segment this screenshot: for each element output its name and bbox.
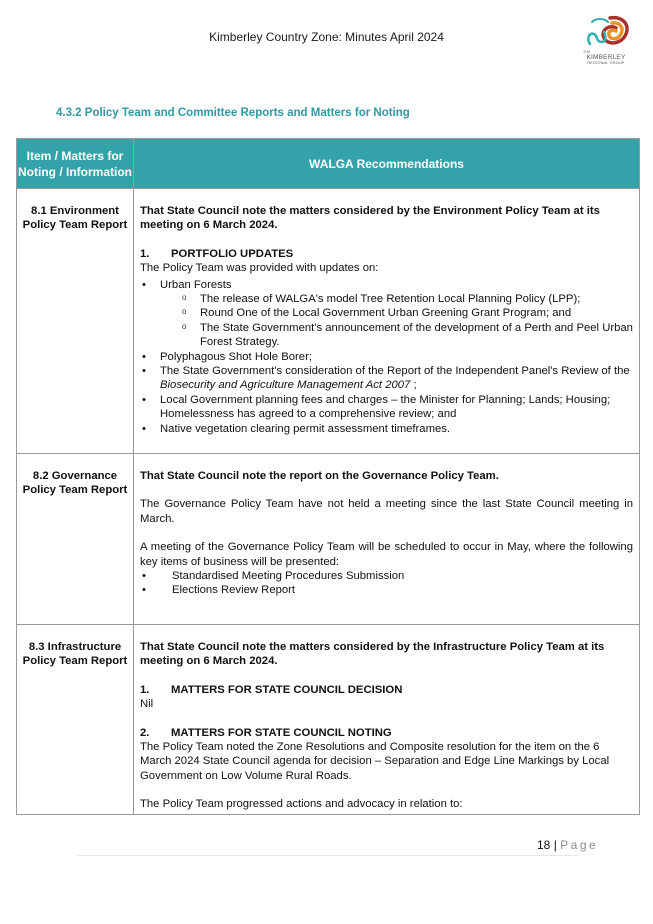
paragraph: The Policy Team progressed actions and advocacy in relation to: bbox=[140, 798, 463, 811]
item-cell: 8.1 Environment Policy Team Report bbox=[17, 189, 134, 454]
recommendation-cell bbox=[134, 625, 640, 815]
paragraph: Nil bbox=[140, 698, 154, 711]
paragraph: The Policy Team was provided with updates on: bbox=[140, 262, 379, 275]
item-cell: 8.3 Infrastructure Policy Team Report bbox=[17, 625, 134, 815]
table-row bbox=[17, 189, 640, 454]
list-item: o The release of WALGA's model Tree Retention Local Planning Policy (LPP); bbox=[160, 292, 633, 306]
table-header-row bbox=[17, 139, 640, 189]
page-separator: | bbox=[553, 838, 557, 852]
act-title: Biosecurity and Agriculture Management Act 2007 bbox=[160, 379, 411, 392]
column-header-recommendations: WALGA Recommendations bbox=[134, 139, 640, 189]
table-row bbox=[17, 625, 640, 815]
paragraph: The Policy Team noted the Zone Resolutions and Composite resolution for the item on the 6 March 2024 State Council agenda for decision – Separation and Edge Line Markings by Local Government on Low Volume Rural Roads. bbox=[140, 741, 610, 782]
recommendation-text: That State Council note the report on the Governance Policy Team. bbox=[140, 470, 499, 482]
list-item: • Local Government planning fees and charges – the Minister for Planning; Lands; Housing; Homelessness has agreed to a comprehensive review; and bbox=[140, 393, 633, 422]
list-item: o Round One of the Local Government Urban Greening Grant Program; and bbox=[160, 306, 633, 320]
page-number-value: 18 bbox=[537, 838, 551, 852]
recommendation-text: That State Council note the matters considered by the Environment Policy Team at its meeting on 6 March 2024. bbox=[140, 205, 600, 232]
list-item: • Standardised Meeting Procedures Submission bbox=[140, 569, 633, 583]
bullet-list bbox=[140, 569, 633, 598]
logo-swirl-icon bbox=[580, 14, 632, 50]
sub-bullet-list bbox=[160, 292, 633, 350]
list-item: • Elections Review Report bbox=[140, 583, 633, 597]
logo-name: KIMBERLEY bbox=[586, 54, 626, 61]
item-cell: 8.2 Governance Policy Team Report bbox=[17, 454, 134, 625]
column-header-item: Item / Matters for Noting / Information bbox=[17, 139, 134, 189]
logo-subtitle: REGIONAL GROUP bbox=[587, 61, 625, 65]
page-label: Page bbox=[560, 838, 599, 852]
list-item: • The State Government's consideration of the Report of the Independent Panel's Review of the Biosecurity and Agriculture Management Act 2007 ; bbox=[140, 364, 633, 393]
list-item: o The State Government's announcement of the development of a Perth and Peel Urban Forest Strategy. bbox=[160, 321, 633, 350]
bullet-list bbox=[140, 278, 633, 436]
paragraph: A meeting of the Governance Policy Team will be scheduled to occur in May, where the following key items of business will be presented: bbox=[140, 541, 633, 568]
numbered-heading: 2. MATTERS FOR STATE COUNCIL NOTING bbox=[140, 726, 392, 739]
list-item: • Urban Forests o The release of WALGA's model Tree Retention Local Planning Policy (LPP); o Round One of the Local Government Urban Greening Grant Program; and o The State Government's announcement of the development of a Perth and Peel Urban Forest Strategy. bbox=[140, 278, 633, 350]
numbered-heading: 1. PORTFOLIO UPDATES bbox=[140, 247, 294, 260]
recommendation-cell bbox=[134, 454, 640, 625]
table-row bbox=[17, 454, 640, 625]
section-heading: 4.3.2 Policy Team and Committee Reports and Matters for Noting bbox=[56, 107, 410, 119]
logo-small-text: THE bbox=[583, 50, 591, 54]
document-header-title: Kimberley Country Zone: Minutes April 2024 bbox=[209, 30, 444, 44]
list-item: • Polyphagous Shot Hole Borer; bbox=[140, 350, 633, 364]
reports-table bbox=[16, 138, 640, 815]
footer-divider bbox=[78, 855, 578, 856]
kimberley-regional-group-logo bbox=[580, 14, 632, 76]
list-item: • Native vegetation clearing permit assessment timeframes. bbox=[140, 422, 633, 436]
numbered-heading: 1. MATTERS FOR STATE COUNCIL DECISION bbox=[140, 683, 403, 696]
recommendation-text: That State Council note the matters considered by the Infrastructure Policy Team at its meeting on 6 March 2024. bbox=[140, 641, 605, 668]
paragraph: The Governance Policy Team have not held a meeting since the last State Council meeting in March. bbox=[140, 498, 633, 525]
recommendation-cell bbox=[134, 189, 640, 454]
page-number bbox=[537, 838, 598, 852]
